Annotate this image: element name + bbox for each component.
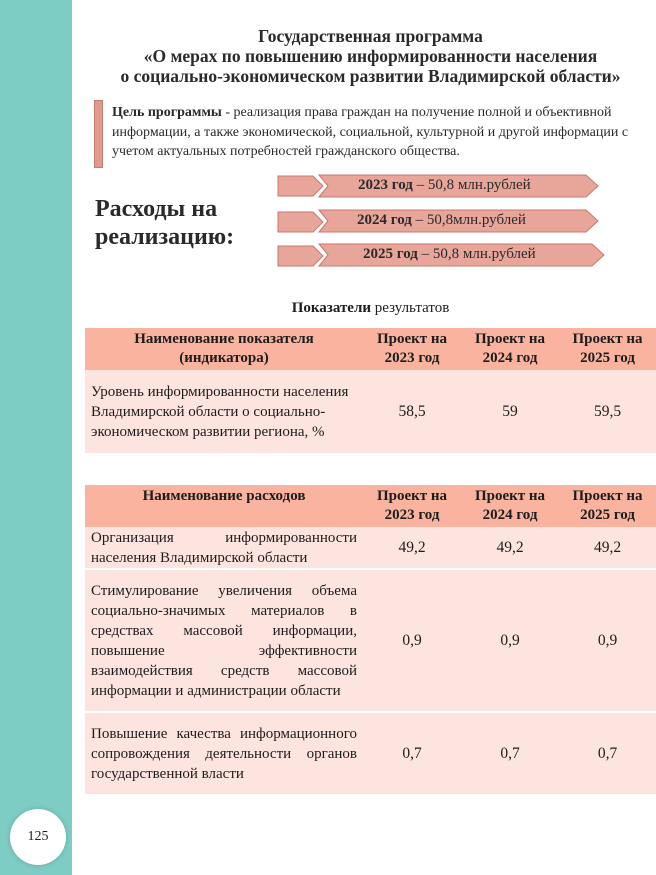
expense-2025-value: – 50,8 млн.рублей <box>417 246 536 262</box>
value-2023: 0,9 <box>363 570 461 711</box>
expense-2025 <box>363 246 536 263</box>
indicators-title <box>85 300 656 317</box>
column-header: Проект на 2024 год <box>461 485 559 527</box>
value-2025: 0,9 <box>559 570 656 711</box>
title-line-3: о социально-экономическом развитии Владимирской области» <box>120 66 621 86</box>
program-goal <box>112 103 647 162</box>
goal-text: - реализация права граждан на получение полной и объективной информации, а также экономической, социальной, культурной и другой информации с учетом актуальных потребностей гражданского общества. <box>112 105 629 159</box>
value-2023: 49,2 <box>363 527 461 568</box>
value-2024: 0,9 <box>461 570 559 711</box>
indicator-name: Уровень информированности населения Владимирской области о социально-экономическом развитии региона, % <box>85 370 363 453</box>
spending-table <box>85 485 656 794</box>
expenses-title-line-1: Расходы на <box>95 196 218 222</box>
expense-name: Стимулирование увеличения объема социально-значимых материалов в средствах массовой информации, повышение эффективности взаимодействия средств массовой информации и администрации области <box>85 570 363 711</box>
column-header: Проект на 2023 год <box>363 485 461 527</box>
expense-2023 <box>358 177 531 194</box>
title-line-1: Государственная программа <box>258 26 483 46</box>
indicators-table <box>85 328 656 453</box>
value-2023: 58,5 <box>363 370 461 453</box>
side-color-band <box>0 0 72 875</box>
table-row <box>85 570 656 711</box>
column-header: Проект на 2024 год <box>461 328 559 370</box>
indicators-title-bold: Показатели <box>291 300 372 316</box>
expense-name: Повышение качества информационного сопровождения деятельности органов государственной власти <box>85 713 363 794</box>
column-header: Проект на 2025 год <box>559 485 656 527</box>
goal-accent-bar <box>94 100 103 168</box>
table-row <box>85 370 656 453</box>
table-row <box>85 713 656 794</box>
expense-2023-value: – 50,8 млн.рублей <box>412 177 531 193</box>
value-2025: 49,2 <box>559 527 656 568</box>
value-2024: 49,2 <box>461 527 559 568</box>
column-header: Проект на 2025 год <box>559 328 656 370</box>
expense-2025-year: 2025 год <box>363 246 418 262</box>
table-header-row <box>85 328 656 370</box>
goal-label: Цель программы <box>112 105 222 120</box>
table-row <box>85 527 656 568</box>
value-2025: 59,5 <box>559 370 656 453</box>
expense-name: Организация информированности населения Владимирской области <box>85 527 363 568</box>
value-2023: 0,7 <box>363 713 461 794</box>
indicators-title-rest: результатов <box>371 300 450 316</box>
column-header: Наименование показателя (индикатора) <box>85 328 363 370</box>
table-header-row <box>85 485 656 527</box>
expense-2023-year: 2023 год <box>358 177 413 193</box>
page-number <box>10 809 66 865</box>
column-header: Проект на 2023 год <box>363 328 461 370</box>
title-line-2: «О мерах по повышению информированности населения <box>143 46 598 66</box>
page-number-text: 125 <box>27 829 49 844</box>
expenses-title <box>95 195 234 251</box>
expense-2024 <box>357 212 526 229</box>
expense-2024-year: 2024 год <box>357 212 412 228</box>
expenses-title-line-2: реализацию: <box>95 224 235 250</box>
page-title <box>85 26 656 86</box>
value-2024: 59 <box>461 370 559 453</box>
expense-2024-value: – 50,8млн.рублей <box>411 212 526 228</box>
value-2024: 0,7 <box>461 713 559 794</box>
column-header: Наименование расходов <box>85 485 363 527</box>
value-2025: 0,7 <box>559 713 656 794</box>
